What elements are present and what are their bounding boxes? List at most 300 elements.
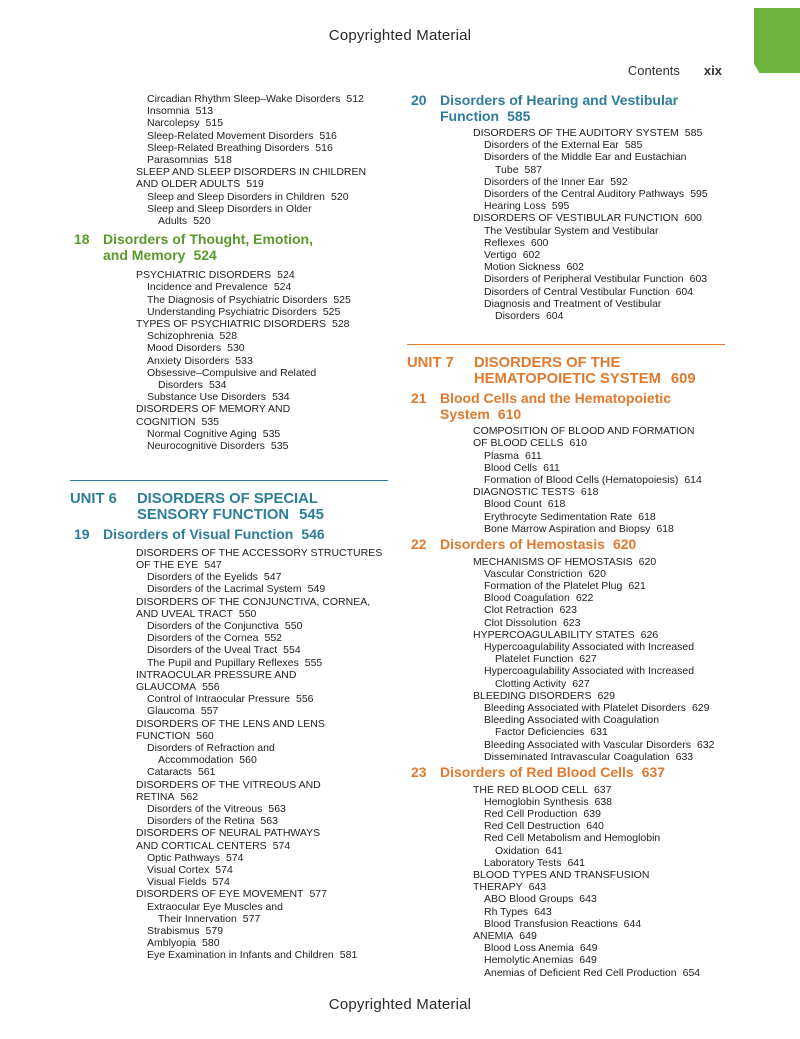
toc-entry-title: Rh Types — [484, 905, 529, 918]
toc-entry-title: Hearing Loss — [484, 200, 546, 213]
toc-entry — [70, 355, 388, 367]
toc-entry-title: Mood Disorders — [147, 342, 222, 355]
toc-entry-title: Sleep and Sleep Disorders in Older — [147, 202, 312, 215]
toc-entry-page: 525 — [322, 305, 341, 318]
toc-entry-title: Clot Retraction — [484, 604, 554, 617]
toc-entry-title: Oxidation — [495, 844, 540, 857]
toc-entry-title: Disorders of the Central Auditory Pathways — [484, 188, 685, 201]
toc-entry-title: FUNCTION — [136, 729, 191, 742]
toc-entry — [70, 191, 388, 203]
unit-heading — [70, 487, 388, 523]
toc-entry — [407, 498, 725, 510]
toc-entry — [70, 391, 388, 403]
toc-entry-title: Sleep and Sleep Disorders in Children — [147, 190, 326, 203]
chapter-number: 20 — [411, 92, 427, 108]
toc-entry — [70, 105, 388, 117]
toc-entry-page: 518 — [214, 154, 232, 167]
toc-section — [407, 212, 725, 224]
toc-entry-page: 649 — [519, 929, 537, 942]
toc-entry — [407, 893, 725, 905]
toc-entry-title: Formation of Blood Cells (Hematopoiesis) — [484, 474, 679, 487]
toc-entry-page: 627 — [572, 677, 590, 690]
toc-entry — [407, 726, 725, 738]
toc-entry-page: 623 — [562, 616, 581, 629]
toc-entry-page: 600 — [684, 212, 702, 225]
toc-entry-page: 595 — [690, 188, 708, 201]
toc-entry-page: 530 — [227, 342, 245, 355]
toc-entry-title: The Pupil and Pupillary Reflexes — [147, 656, 299, 669]
toc-entry-page: 580 — [202, 937, 220, 950]
chapter-page: 637 — [641, 764, 666, 781]
toc-entry-page: 519 — [246, 178, 264, 191]
toc-entry — [407, 918, 725, 930]
toc-entry-title: COGNITION — [136, 415, 196, 428]
toc-entry-title: Disorders of the Vitreous — [147, 803, 263, 816]
toc-entry-title: Platelet Function — [495, 653, 574, 666]
right-column — [407, 93, 725, 979]
toc-entry-title: Plasma — [484, 449, 520, 462]
toc-entry — [70, 620, 388, 632]
toc-entry-title: DISORDERS OF THE CONJUNCTIVA, CORNEA, — [136, 595, 371, 608]
toc-entry-title: Sleep-Related Breathing Disorders — [147, 141, 310, 154]
toc-entry-title: Incidence and Prevalence — [147, 281, 268, 294]
toc-entry-title: Factor Deficiencies — [495, 726, 585, 739]
toc-entry-page: 595 — [551, 200, 570, 213]
toc-entry-title: Visual Fields — [147, 876, 207, 889]
toc-entry — [70, 281, 388, 293]
toc-entry-title: DISORDERS OF THE VITREOUS AND — [136, 778, 321, 791]
toc-entry — [407, 462, 725, 474]
toc-section — [407, 556, 725, 568]
toc-entry-title: Bone Marrow Aspiration and Biopsy — [484, 522, 651, 535]
toc-entry-page: 610 — [569, 437, 587, 450]
toc-section — [70, 547, 388, 559]
chapter-heading — [70, 527, 388, 543]
header-page-number: xix — [703, 63, 722, 78]
toc-entry-page: 534 — [272, 391, 290, 404]
toc-entry — [407, 906, 725, 918]
toc-entry-page: 552 — [264, 632, 283, 645]
toc-entry-title: Normal Cognitive Aging — [147, 427, 257, 440]
toc-entry-page: 649 — [579, 942, 598, 955]
toc-entry-title: AND CORTICAL CENTERS — [136, 839, 267, 852]
toc-entry-title: Substance Use Disorders — [147, 391, 267, 404]
toc-entry — [407, 298, 725, 310]
toc-section — [407, 881, 725, 893]
toc-entry-title: Their Innervation — [158, 912, 237, 925]
toc-entry-title: Disorders of the Uveal Tract — [147, 644, 278, 657]
chapter-number: 18 — [74, 231, 90, 248]
toc-entry-title: DISORDERS OF EYE MOVEMENT — [136, 888, 304, 901]
toc-section: DISORDERS OF MEMORY AND — [136, 403, 291, 416]
toc-entry-page: 602 — [522, 249, 541, 262]
toc-entry — [407, 286, 725, 298]
chapter-heading — [407, 537, 725, 553]
toc-entry-page: 556 — [295, 693, 314, 706]
toc-entry — [407, 665, 725, 677]
toc-entry-page: 574 — [215, 864, 233, 877]
header-label: Contents — [627, 63, 680, 78]
toc-entry — [407, 225, 725, 249]
chapter-heading — [407, 765, 725, 781]
unit-page: 545 — [299, 507, 324, 524]
toc-entry-title: Narcolepsy — [147, 117, 200, 130]
toc-entry-page: 643 — [579, 893, 597, 906]
toc-entry — [70, 705, 388, 717]
toc-entry-title: OF BLOOD CELLS — [473, 437, 564, 450]
toc-entry-title: Vascular Constriction — [484, 567, 583, 580]
toc-entry — [407, 592, 725, 604]
toc-entry-title: Anxiety Disorders — [147, 354, 230, 367]
toc-entry-title: TYPES OF PSYCHIATRIC DISORDERS — [136, 318, 326, 331]
toc-section — [70, 669, 388, 681]
toc-entry-title: DISORDERS OF THE LENS AND LENS — [136, 717, 325, 730]
toc-section — [407, 425, 725, 437]
toc-entry-title: HYPERCOAGULABILITY STATES — [473, 628, 635, 641]
toc-entry-page: 644 — [623, 917, 642, 930]
running-header — [628, 63, 722, 78]
toc-section — [70, 840, 388, 852]
chapter-title-cont: Function — [440, 107, 500, 124]
toc-entry-title: Red Cell Metabolism and Hemoglobin — [484, 832, 661, 845]
chapter-heading — [70, 232, 388, 263]
toc-entry — [407, 820, 725, 832]
toc-entry-title: Disorders of Central Vestibular Function — [484, 285, 670, 298]
toc-entry-page: 592 — [610, 175, 628, 188]
toc-entry-title: Hemoglobin Synthesis — [484, 795, 589, 808]
toc-entry-title: Glaucoma — [147, 705, 195, 718]
toc-entry-page: 633 — [675, 750, 694, 763]
toc-section — [70, 730, 388, 742]
toc-entry — [70, 428, 388, 440]
toc-entry-page: 622 — [575, 592, 594, 605]
toc-entry-title: Disorders of the Cornea — [147, 632, 259, 645]
toc-entry — [70, 215, 388, 227]
toc-entry-page: 577 — [242, 912, 261, 925]
toc-entry-page: 581 — [339, 949, 358, 962]
toc-entry-title: DIAGNOSTIC TESTS — [473, 486, 575, 499]
toc-entry-page: 513 — [195, 105, 214, 118]
toc-entry-title: Red Cell Production — [484, 807, 578, 820]
toc-entry — [407, 832, 725, 844]
unit-rule — [70, 480, 388, 481]
chapter-page: 610 — [497, 405, 522, 422]
toc-entry-page: 631 — [590, 726, 608, 739]
toc-entry-page: 632 — [697, 738, 715, 751]
toc-entry-page: 604 — [675, 285, 694, 298]
toc-section — [70, 608, 388, 620]
toc-entry-page: 620 — [638, 555, 657, 568]
toc-entry-title: Diagnosis and Treatment of Vestibular — [484, 297, 662, 310]
toc-entry-page: 618 — [638, 510, 656, 523]
toc-entry — [407, 261, 725, 273]
chapter-number: 23 — [411, 764, 427, 781]
toc-entry-title: Insomnia — [147, 105, 190, 118]
toc-entry-title: Clotting Activity — [495, 677, 567, 690]
toc-entry-title: Bleeding Associated with Coagulation — [484, 714, 660, 727]
toc-entry-page: 629 — [691, 702, 710, 715]
toc-entry — [70, 571, 388, 583]
toc-entry-page: 618 — [656, 522, 674, 535]
toc-entry-page: 524 — [277, 269, 295, 282]
toc-entry — [70, 925, 388, 937]
toc-section — [70, 416, 388, 428]
toc-entry-title: Parasomnias — [147, 154, 209, 167]
toc-entry-page: 535 — [270, 440, 289, 453]
toc-entry-title: Blood Transfusion Reactions — [484, 917, 618, 930]
toc-entry-page: 520 — [193, 215, 211, 228]
toc-entry-page: 618 — [580, 486, 599, 499]
toc-entry-page: 639 — [583, 807, 601, 820]
toc-entry-title: Laboratory Tests — [484, 856, 562, 869]
toc-section — [407, 784, 725, 796]
toc-entry — [70, 117, 388, 129]
toc-entry-title: Amblyopia — [147, 937, 197, 950]
toc-entry-page: 611 — [543, 461, 560, 474]
toc-entry — [70, 306, 388, 318]
toc-entry — [407, 702, 725, 714]
toc-entry-title: Understanding Psychiatric Disorders — [147, 305, 317, 318]
toc-entry-page: 563 — [260, 815, 278, 828]
toc-entry-page: 520 — [331, 190, 349, 203]
toc-entry-title: Visual Cortex — [147, 864, 210, 877]
toc-entry-page: 611 — [525, 449, 542, 462]
toc-entry-page: 649 — [579, 954, 597, 967]
unit-rule — [407, 344, 725, 345]
toc-entry-title: Strabismus — [147, 925, 200, 938]
chapter-heading — [407, 93, 725, 124]
chapter-page: 620 — [612, 536, 637, 553]
toc-entry — [407, 450, 725, 462]
toc-section — [407, 629, 725, 641]
toc-section — [70, 827, 388, 839]
toc-entry-page: 557 — [200, 705, 219, 718]
toc-entry-page: 574 — [272, 839, 291, 852]
toc-entry — [70, 644, 388, 656]
unit-title: DISORDERS OF THE — [474, 355, 621, 372]
toc-entry-page: 528 — [219, 330, 238, 343]
toc-entry — [70, 318, 388, 330]
toc-entry-title: COMPOSITION OF BLOOD AND FORMATION — [473, 425, 695, 438]
toc-entry-title: Hypercoagulability Associated with Increased — [484, 665, 695, 678]
toc-entry-title: Extraocular Eye Muscles and — [147, 900, 283, 913]
toc-entry-title: BLOOD TYPES AND TRANSFUSION — [473, 868, 650, 881]
toc-entry-title: THE RED BLOOD CELL — [473, 783, 588, 796]
toc-entry-page: 600 — [530, 236, 549, 249]
toc-entry-page: 547 — [204, 558, 222, 571]
toc-entry — [407, 604, 725, 616]
toc-entry-title: AND UVEAL TRACT — [136, 607, 233, 620]
toc-entry — [407, 188, 725, 200]
toc-section — [407, 869, 725, 881]
toc-entry-title: Disorders — [158, 379, 203, 392]
toc-entry — [407, 954, 725, 966]
toc-entry-title: Schizophrenia — [147, 330, 214, 343]
unit-label: UNIT 6 — [70, 491, 117, 508]
toc-entry — [407, 808, 725, 820]
toc-entry-page: 535 — [262, 427, 281, 440]
toc-entry-page: 533 — [235, 354, 253, 367]
toc-entry — [407, 653, 725, 665]
toc-entry-title: Bleeding Associated with Platelet Disorders — [484, 702, 686, 715]
toc-entry — [70, 913, 388, 925]
toc-entry-page: 574 — [225, 851, 244, 864]
toc-entry — [70, 379, 388, 391]
toc-entry-page: 516 — [315, 141, 333, 154]
toc-entry — [70, 766, 388, 778]
toc-entry-title: Blood Loss Anemia — [484, 942, 574, 955]
toc-entry-page: 534 — [208, 379, 227, 392]
toc-entry-page: 524 — [273, 281, 292, 294]
toc-entry — [407, 310, 725, 322]
toc-entry-page: 549 — [307, 583, 326, 596]
toc-entry-page: 555 — [304, 656, 323, 669]
chapter-number: 22 — [411, 536, 427, 553]
toc-entry-page: 556 — [202, 681, 220, 694]
toc-entry-page: 614 — [684, 474, 702, 487]
toc-entry-page: 560 — [239, 754, 257, 767]
toc-section — [70, 791, 388, 803]
toc-entry-page: 515 — [205, 117, 224, 130]
toc-entry — [407, 511, 725, 523]
toc-entry-page: 621 — [628, 579, 646, 592]
toc-entry-page: 587 — [524, 163, 543, 176]
toc-entry-title: Disorders of the External Ear — [484, 139, 619, 152]
toc-entry-title: Disorders of the Middle Ear and Eustachian — [484, 151, 687, 164]
toc-entry-page: 627 — [579, 653, 597, 666]
copyright-banner-bottom: Copyrighted Material — [328, 996, 472, 1013]
toc-entry — [407, 845, 725, 857]
chapter-title: Disorders of Thought, Emotion, — [103, 231, 313, 248]
toc-entry-title: Disorders of the Eyelids — [147, 571, 258, 584]
chapter-title: Blood Cells and the Hematopoietic — [440, 390, 672, 407]
toc-entry-title: Blood Count — [484, 498, 542, 511]
chapter-number: 21 — [411, 390, 427, 407]
toc-entry-title: MECHANISMS OF HEMOSTASIS — [473, 555, 633, 568]
toc-entry-page: 654 — [682, 966, 701, 979]
toc-entry-title: RETINA — [136, 790, 175, 803]
toc-entry — [70, 815, 388, 827]
toc-entry — [407, 151, 725, 163]
toc-entry-title: THERAPY — [473, 881, 523, 894]
toc-entry-title: Disorders — [495, 310, 540, 323]
toc-entry-title: Bleeding Associated with Vascular Disorders — [484, 738, 691, 751]
chapter-title: Disorders of Hemostasis — [440, 536, 605, 553]
toc-entry-page: 579 — [205, 925, 224, 938]
toc-entry — [407, 139, 725, 151]
toc-entry — [407, 714, 725, 726]
toc-entry-title: Neurocognitive Disorders — [147, 440, 265, 453]
toc-entry-title: Disorders of the Lacrimal System — [147, 583, 302, 596]
toc-entry — [407, 967, 725, 979]
toc-entry — [407, 200, 725, 212]
toc-entry-title: Control of Intraocular Pressure — [147, 693, 290, 706]
toc-entry — [70, 330, 388, 342]
toc-entry — [70, 342, 388, 354]
toc-entry-page: 512 — [346, 93, 364, 105]
chapter-title: Disorders of Hearing and Vestibular — [440, 92, 679, 108]
toc-entry-page: 638 — [594, 795, 613, 808]
toc-entry — [407, 568, 725, 580]
toc-entry — [70, 901, 388, 913]
toc-entry-page: 641 — [545, 844, 563, 857]
toc-entry-title: INTRAOCULAR PRESSURE AND — [136, 668, 297, 681]
toc-entry-title: Blood Coagulation — [484, 592, 570, 605]
toc-entry — [407, 273, 725, 285]
toc-entry-title: Accommodation — [158, 754, 234, 767]
toc-entry-title: Optic Pathways — [147, 851, 220, 864]
toc-entry-page: 641 — [567, 856, 585, 869]
toc-entry-title: OF THE EYE — [136, 558, 199, 571]
toc-entry — [70, 142, 388, 154]
toc-entry-title: Motion Sickness — [484, 261, 561, 274]
toc-section — [407, 127, 725, 139]
toc-entry-title: Eye Examination in Infants and Children — [147, 949, 334, 962]
toc-entry-title: DISORDERS OF NEURAL PATHWAYS — [136, 827, 321, 840]
toc-entry-title: Hypercoagulability Associated with Increased — [484, 641, 695, 653]
toc-entry-page: 643 — [528, 881, 547, 894]
toc-entry-page: 560 — [196, 729, 214, 742]
toc-entry — [70, 130, 388, 142]
toc-entry — [70, 742, 388, 754]
chapter-title-cont: System — [440, 405, 490, 422]
toc-entry-page: 629 — [597, 689, 615, 702]
chapter-page: 546 — [301, 526, 325, 543]
section-tab — [754, 8, 800, 73]
toc-entry-page: 516 — [319, 129, 337, 142]
toc-section — [407, 690, 725, 702]
unit-title-cont: HEMATOPOIETIC SYSTEM — [474, 371, 661, 388]
toc-entry — [70, 876, 388, 888]
toc-entry-title: DISORDERS OF THE AUDITORY SYSTEM — [473, 127, 679, 139]
toc-entry — [407, 164, 725, 176]
toc-entry-title: Disseminated Intravascular Coagulation — [484, 750, 670, 763]
toc-section — [70, 888, 388, 900]
toc-entry-page: 563 — [268, 803, 286, 816]
toc-entry-page: 618 — [547, 498, 566, 511]
toc-entry-title: Obsessive–Compulsive and Related — [147, 366, 317, 379]
toc-entry — [407, 857, 725, 869]
toc-entry-page: 585 — [684, 127, 703, 139]
toc-section — [70, 178, 388, 190]
toc-entry-title: Anemias of Deficient Red Cell Production — [484, 966, 677, 979]
toc-entry-title: Hemolytic Anemias — [484, 954, 574, 967]
toc-entry-title: Tube — [495, 163, 519, 176]
toc-entry — [407, 176, 725, 188]
toc-entry-page: 574 — [212, 876, 230, 889]
toc-entry-title: Formation of the Platelet Plug — [484, 579, 623, 592]
toc-entry-title: DISORDERS OF THE ACCESSORY STRUCTURES — [136, 546, 383, 559]
toc-entry — [407, 617, 725, 629]
toc-entry-title: BLEEDING DISORDERS — [473, 689, 592, 702]
toc-section: SLEEP AND SLEEP DISORDERS IN CHILDREN — [136, 166, 367, 179]
toc-entry-page: 547 — [263, 571, 282, 584]
toc-entry-page: 562 — [180, 790, 199, 803]
unit-heading — [407, 351, 725, 387]
toc-entry-page: 561 — [197, 766, 216, 779]
toc-entry-title: Cataracts — [147, 766, 192, 779]
toc-entry — [407, 678, 725, 690]
toc-entry-page: 602 — [566, 261, 584, 274]
toc-entry-page: 626 — [640, 628, 659, 641]
toc-entry — [70, 803, 388, 815]
toc-entry-title: Erythrocyte Sedimentation Rate — [484, 510, 633, 523]
unit-label: UNIT 7 — [407, 355, 454, 372]
toc-entry — [407, 942, 725, 954]
chapter-heading — [407, 391, 725, 422]
toc-entry — [407, 739, 725, 751]
toc-entry-title: DISORDERS OF VESTIBULAR FUNCTION — [473, 212, 679, 225]
